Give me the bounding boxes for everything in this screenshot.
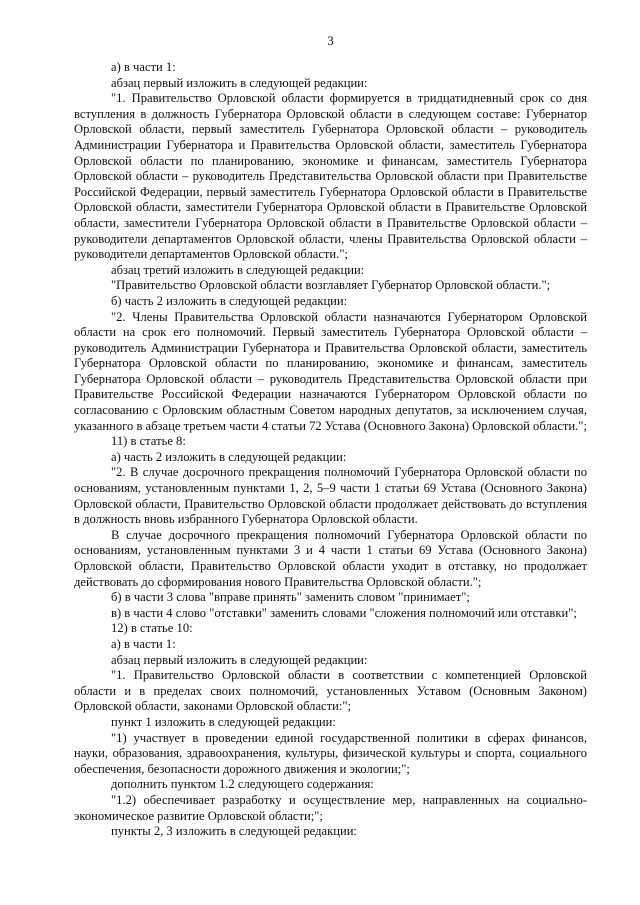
paragraph: а) в части 1: bbox=[111, 60, 176, 74]
paragraph: 11) в статье 8: bbox=[111, 434, 186, 449]
paragraph: "1) участвует в проведении единой государственной политики в сферах финансов, науки, образования, здравоохранения, культуры, физической культуры и спорта, социального обеспечения, безопасности дорожного движения и экологии;"; bbox=[74, 730, 587, 776]
paragraph: пункт 1 изложить в следующей редакции: bbox=[111, 714, 336, 729]
paragraph: абзац третий изложить в следующей редакции: bbox=[111, 262, 365, 277]
paragraph: В случае досрочного прекращения полномочий Губернатора Орловской области по основаниям, установленным пунктами 3 и 4 части 1 статьи 69 Устава (Основного Закона) Орловской области, Правительство Орловской области уходит в отставку, но продолжает действовать до сформирования нового Правительства Орловской области."; bbox=[74, 527, 587, 589]
paragraph: "1.2) обеспечивает разработку и осуществление мер, направленных на социально-экономическое развитие Орловской области;"; bbox=[74, 792, 587, 823]
paragraph: б) часть 2 изложить в следующей редакции: bbox=[111, 293, 348, 308]
paragraph: "2. Члены Правительства Орловской области назначаются Губернатором Орловской области на срок его полномочий. Первый заместитель Губернатора Орловской области – руководитель Администрации Губернатора и Правительства Орловской области, заместитель Губернатора Орловской области по планированию, экономике и финансам, заместитель Губернатора Орловской области – руководитель Представительства Орловской области при Правительстве Российской Федерации назначаются Губернатором Орловской области по согласованию с Орловским областным Советом народных депутатов, за исключением случая, указанного в абзаце третьем части 4 статьи 72 Устава (Основного Закона) Орловской области."; bbox=[74, 309, 587, 433]
paragraph: "1. Правительство Орловской области формируется в тридцатидневный срок со дня вступления в должность Губернатора Орловской области в следующем составе: Губернатор Орловской области, первый заместитель Губернатора Орловской области – руководитель Администрации Губернатора и Правительства Орловской области, заместитель Губернатора Орловской области по планированию, экономике и финансам, заместитель Губернатора Орловской области – руководитель Представительства Орловской области при Правительстве Российской Федерации, первый заместитель Губернатора Орловской области в Правительстве Орловской области, заместители Губернатора Орловской области в Правительстве Орловской области, заместители Губернатора Орловской области в Правительстве Орловской области – руководители департаментов Орловской области, члены Правительства Орловской области – руководители департаментов Орловской области."; bbox=[74, 91, 587, 262]
paragraph: пункты 2, 3 изложить в следующей редакции: bbox=[111, 824, 357, 839]
paragraph: а) в части 1: bbox=[111, 636, 176, 651]
paragraph: "1. Правительство Орловской области в соответствии с компетенцией Орловской области и в пределах своих полномочий, установленных Уставом (Основным Законом) Орловской области, законами Орловской области:"; bbox=[74, 668, 587, 714]
paragraph: б) в части 3 слова "вправе принять" заменить словом "принимает"; bbox=[111, 590, 470, 605]
page-number: 3 bbox=[327, 34, 334, 48]
paragraph: а) часть 2 изложить в следующей редакции: bbox=[111, 449, 347, 464]
paragraph: 12) в статье 10: bbox=[111, 621, 193, 636]
paragraph: в) в части 4 слово "отставки" заменить словами "сложения полномочий или отставки"; bbox=[111, 605, 577, 620]
paragraph: дополнить пунктом 1.2 следующего содержания: bbox=[111, 777, 374, 792]
paragraph: абзац первый изложить в следующей редакции: bbox=[111, 652, 368, 667]
paragraph: абзац первый изложить в следующей редакции: bbox=[111, 75, 368, 90]
paragraph: "2. В случае досрочного прекращения полномочий Губернатора Орловской области по основаниям, установленным пунктами 1, 2, 5–9 части 1 статьи 69 Устава (Основного Закона) Орловской области, Правительство Орловской области продолжает действовать до вступления в должность вновь избранного Губернатора Орловской области. bbox=[74, 465, 587, 527]
document-body bbox=[74, 60, 587, 840]
paragraph: "Правительство Орловской области возглавляет Губернатор Орловской области."; bbox=[111, 278, 551, 293]
